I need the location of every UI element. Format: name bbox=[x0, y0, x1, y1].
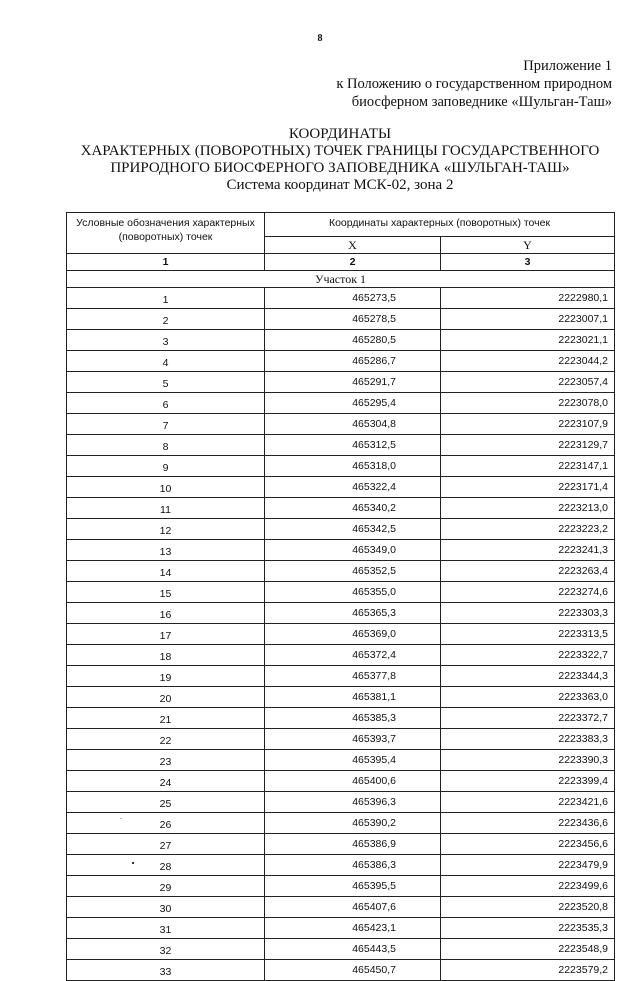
point-number: 28 bbox=[67, 855, 265, 876]
coord-y: 2223044,2 bbox=[441, 351, 615, 372]
point-number: 12 bbox=[67, 519, 265, 540]
coord-y: 2223147,1 bbox=[441, 456, 615, 477]
table-row bbox=[67, 288, 615, 309]
coord-y: 2223078,0 bbox=[441, 393, 615, 414]
column-index-2: 2 bbox=[265, 254, 441, 271]
coord-y: 2223383,3 bbox=[441, 729, 615, 750]
coord-y: 2223213,0 bbox=[441, 498, 615, 519]
section-label: Участок 1 bbox=[67, 271, 615, 288]
header-points: Условные обозначения характерных (поворотных) точек bbox=[67, 213, 265, 254]
table-row bbox=[67, 393, 615, 414]
point-number: 6 bbox=[67, 393, 265, 414]
coord-x: 465386,9 bbox=[265, 834, 441, 855]
point-number: 25 bbox=[67, 792, 265, 813]
coord-x: 465390,2 bbox=[265, 813, 441, 834]
coord-x: 465386,3 bbox=[265, 855, 441, 876]
coord-y: 2222980,1 bbox=[441, 288, 615, 309]
coord-x: 465395,5 bbox=[265, 876, 441, 897]
coord-x: 465355,0 bbox=[265, 582, 441, 603]
point-number: 11 bbox=[67, 498, 265, 519]
coord-y: 2223107,9 bbox=[441, 414, 615, 435]
table-row bbox=[67, 456, 615, 477]
coord-x: 465295,4 bbox=[265, 393, 441, 414]
table-row bbox=[67, 351, 615, 372]
coord-x: 465352,5 bbox=[265, 561, 441, 582]
coord-y: 2223057,4 bbox=[441, 372, 615, 393]
table-row bbox=[67, 792, 615, 813]
coord-x: 465273,5 bbox=[265, 288, 441, 309]
section-row bbox=[67, 271, 615, 288]
column-index-3: 3 bbox=[441, 254, 615, 271]
point-number: 9 bbox=[67, 456, 265, 477]
coord-y: 2223421,6 bbox=[441, 792, 615, 813]
point-number: 3 bbox=[67, 330, 265, 351]
table-row bbox=[67, 855, 615, 876]
document-title bbox=[60, 126, 620, 194]
table-row bbox=[67, 834, 615, 855]
table-row bbox=[67, 498, 615, 519]
coord-y: 2223372,7 bbox=[441, 708, 615, 729]
table-row bbox=[67, 582, 615, 603]
coord-x: 465322,4 bbox=[265, 477, 441, 498]
coord-x: 465349,0 bbox=[265, 540, 441, 561]
header-y: Y bbox=[441, 237, 615, 254]
coord-x: 465377,8 bbox=[265, 666, 441, 687]
coord-x: 465393,7 bbox=[265, 729, 441, 750]
coord-x: 465385,3 bbox=[265, 708, 441, 729]
table-row bbox=[67, 540, 615, 561]
table-row bbox=[67, 561, 615, 582]
coord-x: 465450,7 bbox=[265, 960, 441, 981]
point-number: 4 bbox=[67, 351, 265, 372]
coord-x: 465286,7 bbox=[265, 351, 441, 372]
table-row bbox=[67, 477, 615, 498]
point-number: 18 bbox=[67, 645, 265, 666]
coord-x: 465291,7 bbox=[265, 372, 441, 393]
table-row bbox=[67, 624, 615, 645]
table-row bbox=[67, 771, 615, 792]
header-coordinates: Координаты характерных (поворотных) точек bbox=[265, 213, 615, 237]
title-line-2: ХАРАКТЕРНЫХ (ПОВОРОТНЫХ) ТОЧЕК ГРАНИЦЫ ГОСУДАРСТВЕННОГО bbox=[80, 143, 600, 159]
table-row bbox=[67, 750, 615, 771]
point-number: 27 bbox=[67, 834, 265, 855]
coord-x: 465407,6 bbox=[265, 897, 441, 918]
table-row bbox=[67, 708, 615, 729]
coord-x: 465280,5 bbox=[265, 330, 441, 351]
table-row bbox=[67, 666, 615, 687]
coord-x: 465372,4 bbox=[265, 645, 441, 666]
table-row bbox=[67, 645, 615, 666]
coord-y: 2223579,2 bbox=[441, 960, 615, 981]
table-row bbox=[67, 876, 615, 897]
point-number: 23 bbox=[67, 750, 265, 771]
title-line-1: КООРДИНАТЫ bbox=[288, 126, 392, 142]
coord-x: 465395,4 bbox=[265, 750, 441, 771]
coord-y: 2223263,4 bbox=[441, 561, 615, 582]
coordinate-system: Система координат МСК-02, зона 2 bbox=[226, 177, 454, 193]
coord-y: 2223322,7 bbox=[441, 645, 615, 666]
coord-x: 465278,5 bbox=[265, 309, 441, 330]
header-row bbox=[67, 213, 615, 237]
coord-x: 465369,0 bbox=[265, 624, 441, 645]
table-row bbox=[67, 729, 615, 750]
point-number: 13 bbox=[67, 540, 265, 561]
coord-y: 2223303,3 bbox=[441, 603, 615, 624]
coord-x: 465340,2 bbox=[265, 498, 441, 519]
coord-y: 2223223,2 bbox=[441, 519, 615, 540]
point-number: 5 bbox=[67, 372, 265, 393]
point-number: 30 bbox=[67, 897, 265, 918]
table-row bbox=[67, 813, 615, 834]
coord-y: 2223241,3 bbox=[441, 540, 615, 561]
point-number: 22 bbox=[67, 729, 265, 750]
appendix-line-1: Приложение 1 bbox=[523, 58, 612, 74]
table-row bbox=[67, 603, 615, 624]
table-row bbox=[67, 897, 615, 918]
coordinates-table bbox=[66, 212, 615, 981]
point-number: 21 bbox=[67, 708, 265, 729]
coord-y: 2223129,7 bbox=[441, 435, 615, 456]
page-number: 8 bbox=[317, 33, 323, 44]
coord-y: 2223456,6 bbox=[441, 834, 615, 855]
point-number: 7 bbox=[67, 414, 265, 435]
coord-x: 465304,8 bbox=[265, 414, 441, 435]
table-row bbox=[67, 330, 615, 351]
appendix-line-3: биосферном заповеднике «Шульган-Таш» bbox=[351, 94, 612, 110]
coord-y: 2223548,9 bbox=[441, 939, 615, 960]
coord-y: 2223171,4 bbox=[441, 477, 615, 498]
coord-x: 465318,0 bbox=[265, 456, 441, 477]
coord-y: 2223007,1 bbox=[441, 309, 615, 330]
point-number: 31 bbox=[67, 918, 265, 939]
point-number: 8 bbox=[67, 435, 265, 456]
point-number: 32 bbox=[67, 939, 265, 960]
coord-y: 2223344,3 bbox=[441, 666, 615, 687]
table-row bbox=[67, 372, 615, 393]
coord-x: 465381,1 bbox=[265, 687, 441, 708]
scan-speck bbox=[132, 862, 134, 864]
point-number: 2 bbox=[67, 309, 265, 330]
coord-x: 465423,1 bbox=[265, 918, 441, 939]
point-number: 24 bbox=[67, 771, 265, 792]
point-number: 14 bbox=[67, 561, 265, 582]
appendix-note bbox=[336, 57, 612, 111]
table-row bbox=[67, 918, 615, 939]
table-row bbox=[67, 939, 615, 960]
scan-speck bbox=[120, 818, 122, 819]
coord-y: 2223274,6 bbox=[441, 582, 615, 603]
table-row bbox=[67, 414, 615, 435]
point-number: 16 bbox=[67, 603, 265, 624]
table-row bbox=[67, 960, 615, 981]
coord-y: 2223363,0 bbox=[441, 687, 615, 708]
coord-y: 2223535,3 bbox=[441, 918, 615, 939]
point-number: 26 bbox=[67, 813, 265, 834]
title-line-3: ПРИРОДНОГО БИОСФЕРНОГО ЗАПОВЕДНИКА «ШУЛЬГАН-ТАШ» bbox=[110, 160, 570, 176]
coord-x: 465342,5 bbox=[265, 519, 441, 540]
column-index-row bbox=[67, 254, 615, 271]
table-row bbox=[67, 309, 615, 330]
table-row bbox=[67, 687, 615, 708]
coord-y: 2223399,4 bbox=[441, 771, 615, 792]
point-number: 19 bbox=[67, 666, 265, 687]
coord-x: 465396,3 bbox=[265, 792, 441, 813]
coord-y: 2223313,5 bbox=[441, 624, 615, 645]
point-number: 10 bbox=[67, 477, 265, 498]
point-number: 29 bbox=[67, 876, 265, 897]
coord-x: 465400,6 bbox=[265, 771, 441, 792]
coord-y: 2223021,1 bbox=[441, 330, 615, 351]
coord-y: 2223499,6 bbox=[441, 876, 615, 897]
coord-y: 2223390,3 bbox=[441, 750, 615, 771]
point-number: 1 bbox=[67, 288, 265, 309]
table-row bbox=[67, 435, 615, 456]
coord-y: 2223479,9 bbox=[441, 855, 615, 876]
point-number: 15 bbox=[67, 582, 265, 603]
coord-x: 465365,3 bbox=[265, 603, 441, 624]
coord-y: 2223436,6 bbox=[441, 813, 615, 834]
point-number: 17 bbox=[67, 624, 265, 645]
header-x: X bbox=[265, 237, 441, 254]
point-number: 20 bbox=[67, 687, 265, 708]
point-number: 33 bbox=[67, 960, 265, 981]
table-row bbox=[67, 519, 615, 540]
coord-y: 2223520,8 bbox=[441, 897, 615, 918]
coord-x: 465312,5 bbox=[265, 435, 441, 456]
column-index-1: 1 bbox=[67, 254, 265, 271]
coord-x: 465443,5 bbox=[265, 939, 441, 960]
appendix-line-2: к Положению о государственном природном bbox=[336, 76, 612, 92]
